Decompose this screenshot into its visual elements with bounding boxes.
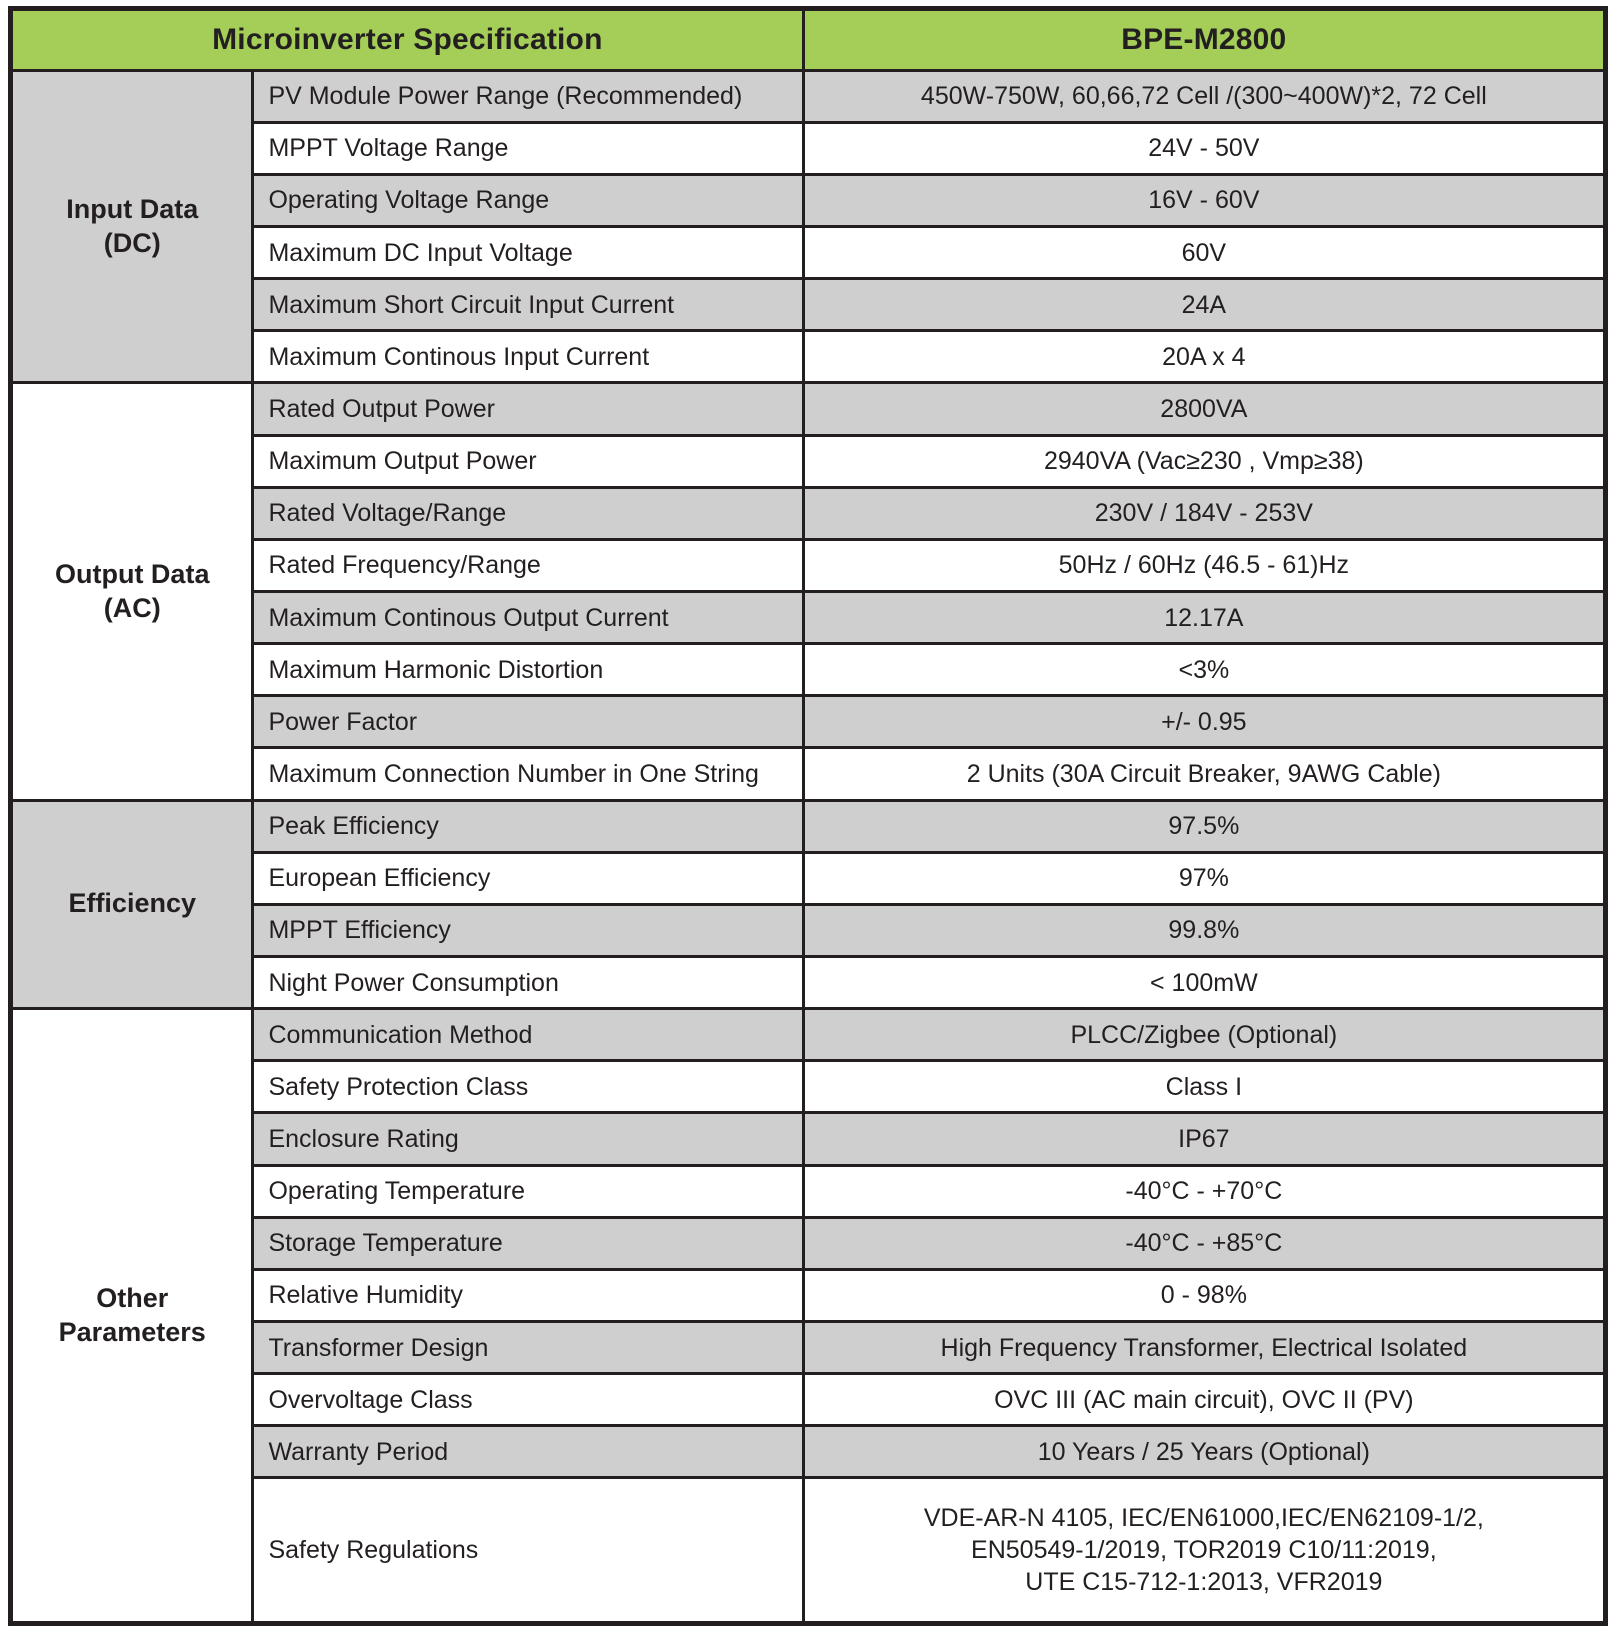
parameter-value-cell: -40°C - +70°C <box>803 1165 1605 1217</box>
section-category-cell <box>11 383 253 800</box>
parameter-name-cell: Power Factor <box>253 696 803 748</box>
parameter-value-cell: OVC III (AC main circuit), OVC II (PV) <box>803 1374 1605 1426</box>
parameter-name-cell: Safety Regulations <box>253 1478 803 1624</box>
parameter-value-cell: PLCC/Zigbee (Optional) <box>803 1009 1605 1061</box>
parameter-value-cell: 24A <box>803 279 1605 331</box>
parameter-name-cell: Enclosure Rating <box>253 1113 803 1165</box>
parameter-name-cell: Maximum Short Circuit Input Current <box>253 279 803 331</box>
parameter-value-cell: IP67 <box>803 1113 1605 1165</box>
parameter-value-cell: 12.17A <box>803 592 1605 644</box>
parameter-value-cell <box>803 1478 1605 1624</box>
parameter-value-cell: 2 Units (30A Circuit Breaker, 9AWG Cable) <box>803 748 1605 800</box>
parameter-name-cell: Rated Frequency/Range <box>253 539 803 591</box>
table-body <box>11 70 1606 1623</box>
parameter-name-cell: Relative Humidity <box>253 1269 803 1321</box>
parameter-name-cell: Maximum DC Input Voltage <box>253 227 803 279</box>
parameter-name-cell: Storage Temperature <box>253 1217 803 1269</box>
parameter-name-cell: Peak Efficiency <box>253 800 803 852</box>
parameter-name-cell: Night Power Consumption <box>253 956 803 1008</box>
section-category-cell <box>11 800 253 1009</box>
parameter-value-cell: 97% <box>803 852 1605 904</box>
parameter-value-line: EN50549-1/2019, TOR2019 C10/11:2019, <box>971 1536 1437 1565</box>
parameter-name-cell: Rated Voltage/Range <box>253 487 803 539</box>
table-header <box>11 9 1606 71</box>
parameter-name-cell: MPPT Efficiency <box>253 904 803 956</box>
parameter-name-cell: PV Module Power Range (Recommended) <box>253 70 803 122</box>
parameter-value-cell: 10 Years / 25 Years (Optional) <box>803 1426 1605 1478</box>
parameter-value-line: VDE-AR-N 4105, IEC/EN61000,IEC/EN62109-1/2, <box>923 1504 1484 1533</box>
section-category-line-1: Output Data <box>54 558 210 589</box>
parameter-name-cell: Operating Voltage Range <box>253 174 803 226</box>
parameter-value-line: UTE C15-712-1:2013, VFR2019 <box>1025 1568 1383 1597</box>
section-category-line-2: Parameters <box>58 1316 206 1347</box>
section-category-cell <box>11 70 253 383</box>
parameter-name-cell: Warranty Period <box>253 1426 803 1478</box>
parameter-name-cell: Maximum Output Power <box>253 435 803 487</box>
parameter-value-cell: 450W-750W, 60,66,72 Cell /(300~400W)*2, 72 Cell <box>803 70 1605 122</box>
header-specification-title: Microinverter Specification <box>11 9 804 71</box>
parameter-value-cell: 2800VA <box>803 383 1605 435</box>
parameter-value-cell: 97.5% <box>803 800 1605 852</box>
parameter-value-cell: <3% <box>803 644 1605 696</box>
parameter-name-cell: Maximum Continous Output Current <box>253 592 803 644</box>
parameter-name-cell: Rated Output Power <box>253 383 803 435</box>
parameter-value-cell: 99.8% <box>803 904 1605 956</box>
parameter-name-cell: Operating Temperature <box>253 1165 803 1217</box>
specification-table <box>8 6 1608 1626</box>
section-category-cell <box>11 1009 253 1624</box>
parameter-value-cell: 50Hz / 60Hz (46.5 - 61)Hz <box>803 539 1605 591</box>
section-category-line-1: Other <box>96 1282 169 1313</box>
table-row <box>11 1009 1606 1061</box>
header-model-title: BPE-M2800 <box>803 9 1605 71</box>
section-category-line-1: Input Data <box>66 193 199 224</box>
parameter-value-cell: Class I <box>803 1061 1605 1113</box>
table-row <box>11 383 1606 435</box>
parameter-value-cell: +/- 0.95 <box>803 696 1605 748</box>
section-category-line-2: (DC) <box>103 227 161 258</box>
parameter-value-cell: 20A x 4 <box>803 331 1605 383</box>
table-row <box>11 800 1606 852</box>
parameter-value-cell: 2940VA (Vac≥230 , Vmp≥38) <box>803 435 1605 487</box>
parameter-value-cell: < 100mW <box>803 956 1605 1008</box>
parameter-value-cell: 60V <box>803 227 1605 279</box>
section-category-line-2: (AC) <box>103 592 161 623</box>
parameter-value-cell: -40°C - +85°C <box>803 1217 1605 1269</box>
section-category-line-1: Efficiency <box>68 888 196 919</box>
parameter-name-cell: Maximum Harmonic Distortion <box>253 644 803 696</box>
parameter-name-cell: Transformer Design <box>253 1321 803 1373</box>
header-row <box>11 9 1606 71</box>
parameter-name-cell: Safety Protection Class <box>253 1061 803 1113</box>
parameter-name-cell: Maximum Connection Number in One String <box>253 748 803 800</box>
parameter-value-cell: 0 - 98% <box>803 1269 1605 1321</box>
parameter-name-cell: Overvoltage Class <box>253 1374 803 1426</box>
parameter-name-cell: European Efficiency <box>253 852 803 904</box>
parameter-name-cell: Communication Method <box>253 1009 803 1061</box>
table-row <box>11 70 1606 122</box>
parameter-value-cell: High Frequency Transformer, Electrical Isolated <box>803 1321 1605 1373</box>
parameter-name-cell: Maximum Continous Input Current <box>253 331 803 383</box>
parameter-name-cell: MPPT Voltage Range <box>253 122 803 174</box>
parameter-value-cell: 16V - 60V <box>803 174 1605 226</box>
parameter-value-cell: 230V / 184V - 253V <box>803 487 1605 539</box>
parameter-value-cell: 24V - 50V <box>803 122 1605 174</box>
